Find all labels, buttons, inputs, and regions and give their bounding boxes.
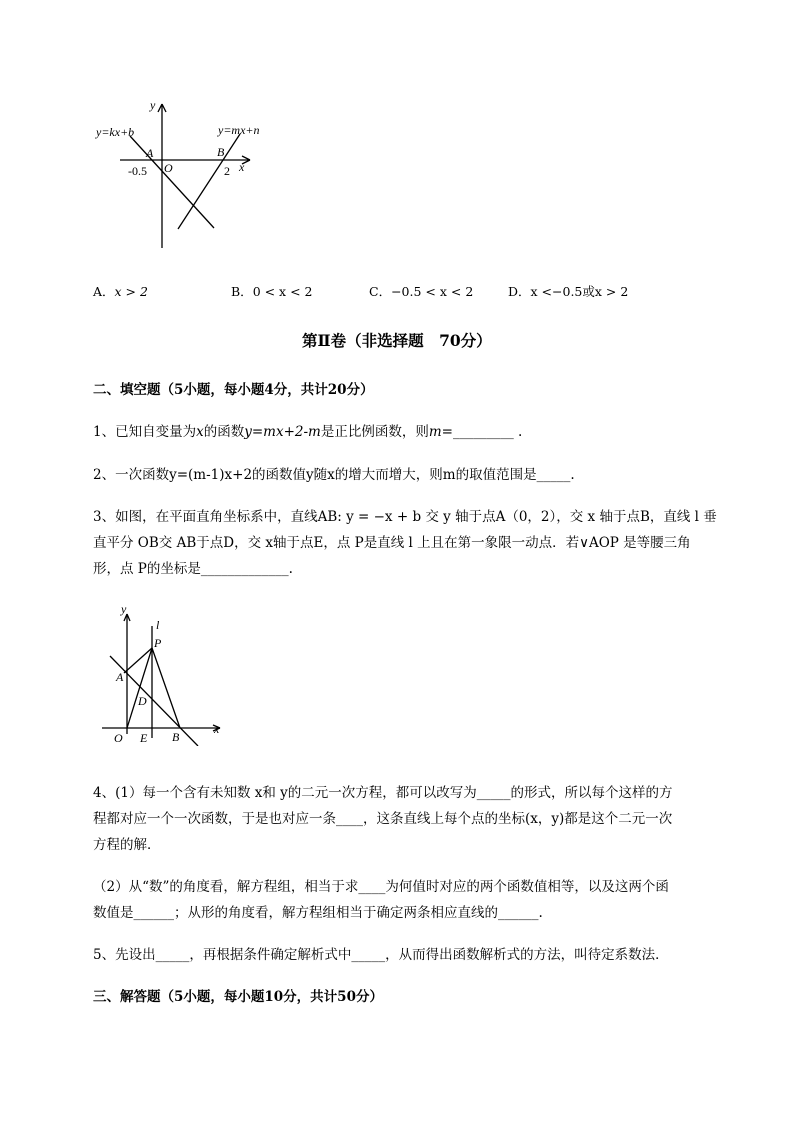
section-3-header: 三、解答题（5小题，每小题10分，共计50分）	[93, 989, 383, 1005]
figure-2-y-label: y	[121, 602, 127, 616]
figure-2-l-label: l	[156, 618, 160, 632]
question-3-line-3: 形，点 P的坐标是_____________.	[93, 561, 293, 577]
option-b	[231, 283, 312, 301]
question-5: 5、先设出_____，再根据条件确定解析式中_____，从而得出函数解析式的方法，叫待定系数法．	[93, 947, 669, 963]
figure-2-segment-pb	[152, 648, 180, 728]
figure-2-d-label: D	[138, 694, 147, 708]
figure-1	[90, 98, 280, 258]
question-4-line-4: （2）从“数”的角度看，解方程组，相当于求____为何值时对应的两个函数值相等，以及这两个函	[93, 879, 669, 895]
figure-2-p-label: P	[154, 636, 162, 650]
question-2: 2、一次函数y=(m-1)x+2的函数值y随x的增大而增大，则m的取值范围是_____.	[93, 467, 575, 483]
option-c	[369, 283, 473, 301]
figure-1-line2-label: y=mx+n	[218, 123, 260, 137]
q1-blank: _________ .	[452, 424, 523, 440]
option-c-text: −0.5 < x < 2	[391, 284, 474, 299]
figure-1-y-label: y	[150, 98, 156, 112]
option-b-text: 0 < x < 2	[252, 284, 313, 299]
option-d	[508, 283, 628, 301]
figure-1-point-a-label: A	[146, 146, 154, 160]
figure-2	[100, 602, 230, 746]
section-2-header: 二、填空题（5小题，每小题4分，共计20分）	[93, 382, 374, 398]
part2-title: 第Ⅱ卷（非选择题 70分）	[302, 331, 492, 350]
q1-pre: 1、已知自变量为	[93, 424, 197, 440]
question-4-line-2: 程都对应一个一次函数，于是也对应一条____，这条直线上每个点的坐标(x，y)都是这个二元一次	[93, 811, 673, 827]
figure-2-b-label: B	[172, 730, 180, 744]
q1-x: x	[196, 424, 204, 440]
figure-1-graph	[90, 98, 280, 258]
question-1	[93, 423, 522, 441]
option-b-letter: B．	[231, 284, 253, 299]
q1-func: y=mx+2-m	[244, 424, 321, 440]
option-a-text: x > 2	[114, 284, 148, 299]
figure-2-x-label: x	[214, 722, 220, 736]
figure-1-line1-label: y=kx+b	[96, 125, 135, 139]
figure-2-a-label: A	[116, 670, 124, 684]
option-a	[93, 283, 148, 301]
figure-1-two-label: 2	[224, 164, 230, 178]
q1-m: m=	[428, 424, 453, 440]
figure-2-o-label: O	[114, 731, 123, 745]
figure-1-line-mxn	[178, 134, 240, 229]
question-3-line-2: 直平分 OB交 AB于点D，交 x轴于点E，点 P是直线 l 上且在第一象限一动点．若∨AOP 是等腰三角	[93, 535, 691, 551]
option-c-letter: C．	[369, 284, 392, 299]
option-d-letter: D．	[508, 284, 531, 299]
figure-1-point-b-label: B	[217, 145, 225, 159]
figure-1-origin-label: O	[164, 161, 173, 175]
q1-post: 是正比例函数，则	[320, 424, 429, 440]
figure-1-neg-label: -0.5	[128, 164, 147, 178]
question-4-line-3: 方程的解．	[93, 837, 161, 853]
question-4-line-5: 数值是______；从形的角度看，解方程组相当于确定两条相应直线的______.	[93, 905, 543, 921]
option-d-text: x <−0.5或x > 2	[530, 284, 629, 299]
figure-1-x-label: x	[239, 160, 245, 174]
figure-2-e-label: E	[140, 731, 148, 745]
question-4-line-1: 4、(1）每一个含有未知数 x和 y的二元一次方程，都可以改写为_____的形式，所以每个这样的方	[93, 785, 673, 801]
q1-mid: 的函数	[203, 424, 245, 440]
question-3-line-1: 3、如图，在平面直角坐标系中，直线AB: y = −x + b 交 y 轴于点A（0，2），交 x 轴于点B，直线 l 垂	[93, 509, 717, 525]
figure-1-line-kxb	[130, 136, 214, 228]
option-a-letter: A．	[93, 284, 115, 299]
